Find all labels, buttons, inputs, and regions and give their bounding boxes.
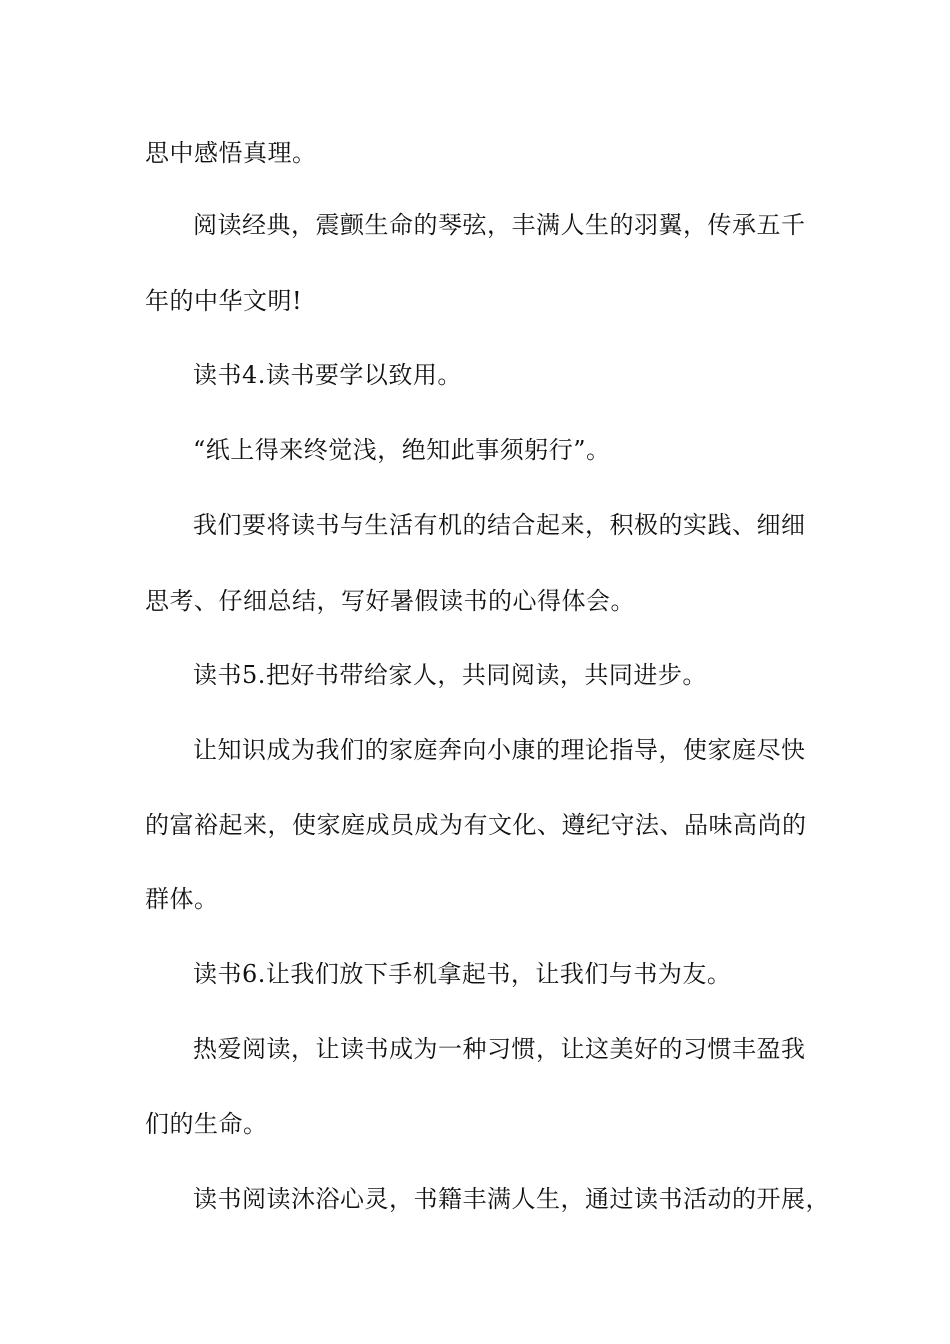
- text-line-2: 阅读经典，震颤生命的琴弦，丰满人生的羽翼，传承五千: [193, 211, 806, 239]
- text-line-13: 热爱阅读，让读书成为一种习惯，让这美好的习惯丰盈我: [193, 1035, 806, 1063]
- text-line-14: 们的生命。: [145, 1110, 268, 1138]
- text-line-15: 读书阅读沐浴心灵，书籍丰满人生，通过读书活动的开展，: [193, 1185, 830, 1213]
- text-line-6: 我们要将读书与生活有机的结合起来，积极的实践、细细: [193, 511, 806, 539]
- text-line-10: 的富裕起来，使家庭成员成为有文化、遵纪守法、品味高尚的: [145, 811, 807, 839]
- text-line-1: 思中感悟真理。: [145, 139, 317, 167]
- text-line-7: 思考、仔细总结，写好暑假读书的心得体会。: [145, 587, 635, 615]
- text-line-4: 读书4.读书要学以致用。: [193, 361, 462, 389]
- text-line-12: 读书6.让我们放下手机拿起书，让我们与书为友。: [193, 960, 732, 988]
- text-line-3: 年的中华文明!: [145, 287, 303, 315]
- text-line-5: “纸上得来终觉浅，绝知此事须躬行”。: [193, 436, 611, 464]
- text-line-11: 群体。: [145, 885, 219, 913]
- text-line-8: 读书5.把好书带给家人，共同阅读，共同进步。: [193, 661, 707, 689]
- text-line-9: 让知识成为我们的家庭奔向小康的理论指导，使家庭尽快: [193, 736, 806, 764]
